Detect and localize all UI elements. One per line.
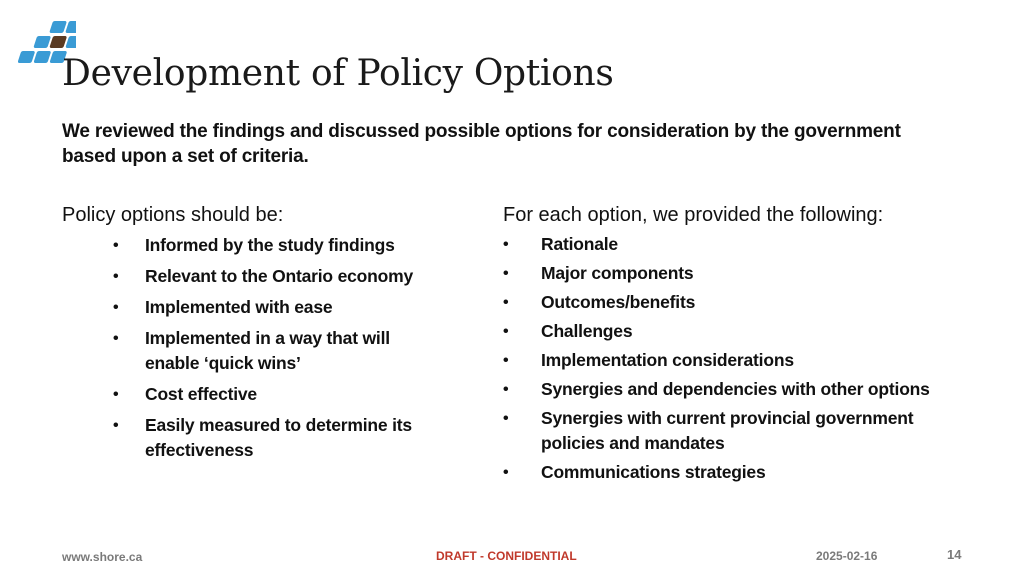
list-item-text: Rationale — [541, 234, 618, 254]
list-item-text: Major components — [541, 263, 694, 283]
list-item-text: Synergies with current provincial government policies and mandates — [541, 408, 914, 453]
page-number: 14 — [947, 547, 962, 562]
list-item-text: Communications strategies — [541, 462, 766, 482]
bullet-icon: • — [113, 299, 119, 316]
bullet-icon: • — [503, 236, 509, 253]
list-item — [503, 290, 971, 315]
list-item — [503, 319, 971, 344]
bullet-icon: • — [503, 381, 509, 398]
list-item — [113, 295, 445, 320]
list-item-text: Synergies and dependencies with other options — [541, 379, 930, 399]
list-item-text: Easily measured to determine its effectiveness — [145, 415, 412, 460]
list-item — [503, 232, 971, 257]
bullet-icon: • — [113, 417, 119, 434]
footer-date: 2025-02-16 — [816, 549, 878, 563]
bullet-icon: • — [503, 352, 509, 369]
list-item — [113, 382, 445, 407]
bullet-icon: • — [503, 265, 509, 282]
footer-website: www.shore.ca — [62, 550, 143, 564]
slide-subtitle: We reviewed the findings and discussed possible options for consideration by the government based upon a set of criteria. — [62, 121, 901, 167]
list-item — [113, 326, 445, 376]
list-item — [503, 460, 971, 485]
list-item-text: Implementation considerations — [541, 350, 794, 370]
right-column-heading: For each option, we provided the following: — [503, 204, 884, 226]
list-item-text: Challenges — [541, 321, 633, 341]
list-item-text: Implemented with ease — [145, 297, 333, 317]
left-column-heading: Policy options should be: — [62, 204, 284, 226]
list-item-text: Implemented in a way that will enable ‘quick wins’ — [145, 328, 390, 373]
list-item — [113, 233, 445, 258]
list-item — [503, 377, 971, 402]
bullet-icon: • — [113, 268, 119, 285]
list-item-text: Relevant to the Ontario economy — [145, 266, 414, 286]
list-item — [113, 264, 445, 289]
list-item-text: Cost effective — [145, 384, 257, 404]
list-item — [113, 413, 445, 463]
list-item — [503, 261, 971, 286]
bullet-icon: • — [503, 294, 509, 311]
slide-title: Development of Policy Options — [62, 53, 614, 94]
footer-draft-label: DRAFT - CONFIDENTIAL — [436, 549, 577, 563]
bullet-icon: • — [113, 330, 119, 347]
list-item — [503, 348, 971, 373]
policy-criteria-list — [113, 233, 445, 469]
list-item — [503, 406, 971, 456]
bullet-icon: • — [503, 410, 509, 427]
bullet-icon: • — [113, 237, 119, 254]
option-deliverables-list — [503, 232, 971, 489]
bullet-icon: • — [503, 323, 509, 340]
bullet-icon: • — [113, 386, 119, 403]
bullet-icon: • — [503, 464, 509, 481]
list-item-text: Informed by the study findings — [145, 235, 395, 255]
list-item-text: Outcomes/benefits — [541, 292, 696, 312]
